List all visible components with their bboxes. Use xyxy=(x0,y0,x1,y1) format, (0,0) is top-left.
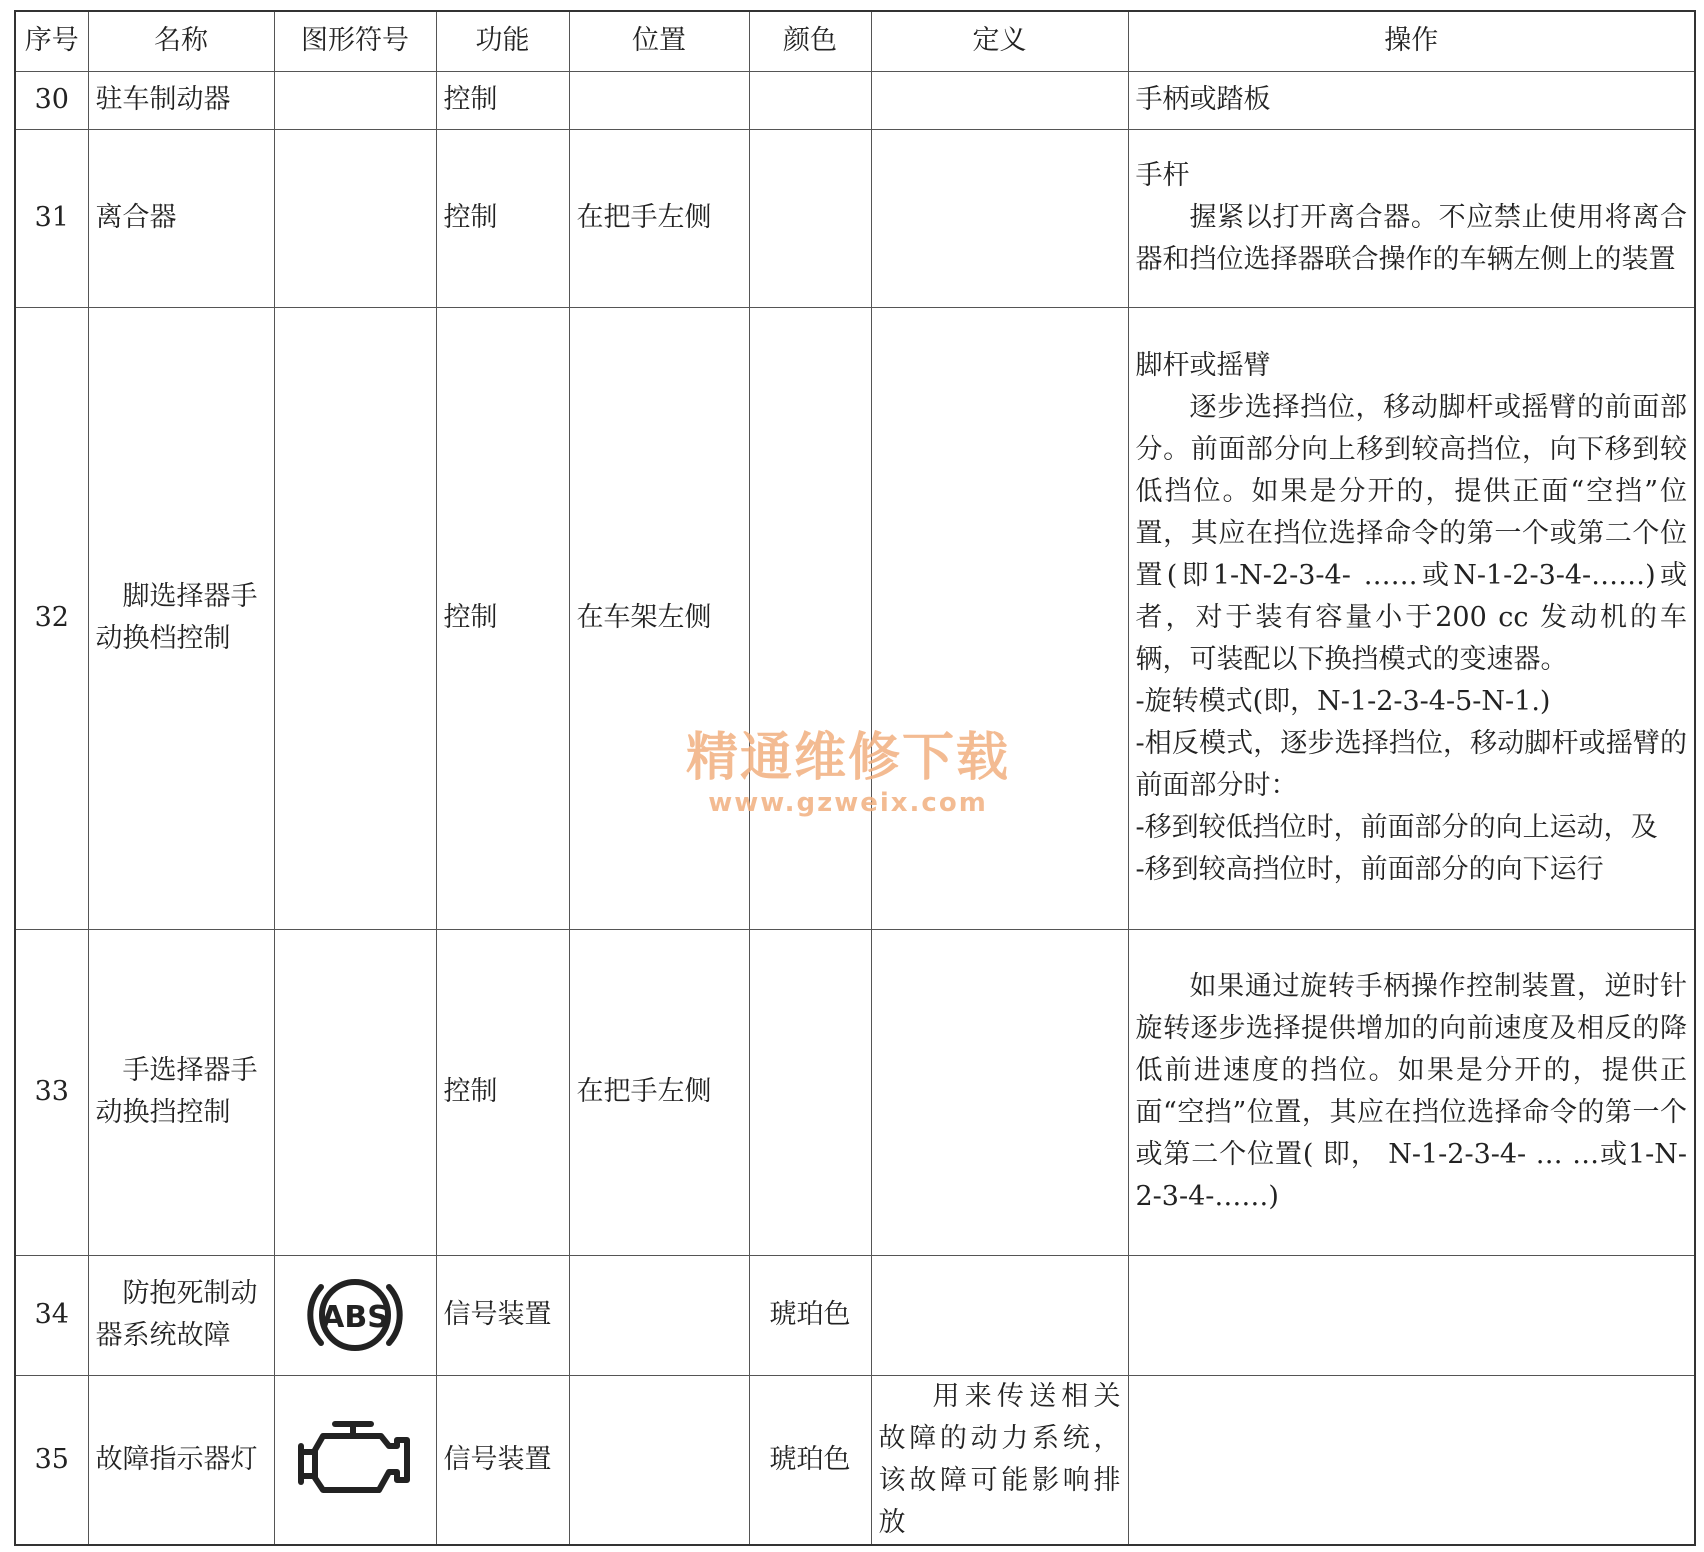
row-operation xyxy=(1128,129,1695,307)
row-color: 琥珀色 xyxy=(749,1255,871,1375)
table-row xyxy=(15,1375,1695,1545)
operation-line: 如果通过旋转手柄操作控制装置，逆时针旋转逐步选择提供增加的向前速度及相反的降低前进速度的挡位。如果是分开的，提供正面“空挡”位置，其应在挡位选择命令的第一个或第二个位置( 即， N-1-2-3-4- … …或1-N-2-3-4-……) xyxy=(1135,971,1687,1212)
row-color xyxy=(749,929,871,1255)
table-row xyxy=(15,929,1695,1255)
operation-line: -移到较低挡位时，前面部分的向上运动，及 xyxy=(1135,812,1658,843)
header-row xyxy=(15,11,1695,71)
watermark-title: 精通维修下载 xyxy=(685,728,1010,788)
row-name: 离合器 xyxy=(88,129,274,307)
operation-line: 握紧以打开离合器。不应禁止使用将离合器和挡位选择器联合操作的车辆左侧上的装置 xyxy=(1135,202,1687,275)
row-symbol xyxy=(274,1375,436,1545)
row-no: 32 xyxy=(15,307,88,929)
operation-line: -相反模式，逐步选择挡位，移动脚杆或摇臂的前面部分时： xyxy=(1135,728,1687,801)
row-definition xyxy=(871,1255,1128,1375)
row-no: 31 xyxy=(15,129,88,307)
row-symbol xyxy=(274,307,436,929)
operation-line: 逐步选择挡位，移动脚杆或摇臂的前面部分。前面部分向上移到较高挡位，向下移到较低挡位。如果是分开的，提供正面“空挡”位置，其应在挡位选择命令的第一个或第二个位置(即1-N-2-3-4- ……或N-1-2-3-4-……)或者，对于装有容量小于200 cc 发动机的车辆，可装配以下换挡模式的变速器。 xyxy=(1135,392,1687,675)
row-position xyxy=(569,1255,749,1375)
header-position: 位置 xyxy=(569,11,749,71)
header-operation: 操作 xyxy=(1128,11,1695,71)
row-color xyxy=(749,307,871,929)
operation-title: 脚杆或摇臂 xyxy=(1135,350,1271,381)
row-symbol xyxy=(274,71,436,129)
row-position: 在车架左侧 xyxy=(569,307,749,929)
row-operation xyxy=(1128,71,1695,129)
row-function: 信号装置 xyxy=(436,1255,569,1375)
watermark-url: www.gzweix.com xyxy=(708,788,988,818)
row-function: 控制 xyxy=(436,307,569,929)
abs-warning-icon xyxy=(299,1267,411,1363)
specification-table xyxy=(14,10,1696,1546)
operation-title: 手柄或踏板 xyxy=(1135,84,1271,115)
row-color xyxy=(749,129,871,307)
row-no: 35 xyxy=(15,1375,88,1545)
row-definition xyxy=(871,129,1128,307)
header-symbol: 图形符号 xyxy=(274,11,436,71)
table-row xyxy=(15,1255,1695,1375)
operation-title: 手杆 xyxy=(1135,160,1190,191)
row-name: 故障指示器灯 xyxy=(88,1375,274,1545)
row-operation xyxy=(1128,307,1695,929)
row-position: 在把手左侧 xyxy=(569,129,749,307)
row-function: 控制 xyxy=(436,71,569,129)
row-definition xyxy=(871,71,1128,129)
row-operation xyxy=(1128,929,1695,1255)
row-name: 手选择器手动换挡控制 xyxy=(88,929,274,1255)
row-definition xyxy=(871,307,1128,929)
row-no: 30 xyxy=(15,71,88,129)
row-operation xyxy=(1128,1255,1695,1375)
row-function: 控制 xyxy=(436,929,569,1255)
operation-line: -旋转模式(即，N-1-2-3-4-5-N-1.) xyxy=(1135,686,1551,717)
row-name: 驻车制动器 xyxy=(88,71,274,129)
row-position: 在把手左侧 xyxy=(569,929,749,1255)
row-no: 33 xyxy=(15,929,88,1255)
row-definition xyxy=(871,929,1128,1255)
operation-line: -移到较高挡位时，前面部分的向下运行 xyxy=(1135,854,1604,885)
header-function: 功能 xyxy=(436,11,569,71)
row-operation xyxy=(1128,1375,1695,1545)
row-symbol xyxy=(274,929,436,1255)
row-function: 信号装置 xyxy=(436,1375,569,1545)
row-color: 琥珀色 xyxy=(749,1375,871,1545)
header-name: 名称 xyxy=(88,11,274,71)
engine-malfunction-icon xyxy=(285,1410,425,1510)
row-name: 脚选择器手动换档控制 xyxy=(88,307,274,929)
row-definition: 用来传送相关故障的动力系统，该故障可能影响排放 xyxy=(871,1375,1128,1545)
table-row xyxy=(15,129,1695,307)
row-symbol xyxy=(274,1255,436,1375)
abs-icon-text: ABS xyxy=(321,1300,389,1335)
table-row xyxy=(15,71,1695,129)
row-color xyxy=(749,71,871,129)
header-color: 颜色 xyxy=(749,11,871,71)
row-symbol xyxy=(274,129,436,307)
row-position xyxy=(569,71,749,129)
row-function: 控制 xyxy=(436,129,569,307)
row-no: 34 xyxy=(15,1255,88,1375)
row-position xyxy=(569,1375,749,1545)
header-definition: 定义 xyxy=(871,11,1128,71)
row-name: 防抱死制动器系统故障 xyxy=(88,1255,274,1375)
header-no: 序号 xyxy=(15,11,88,71)
table-row xyxy=(15,307,1695,929)
